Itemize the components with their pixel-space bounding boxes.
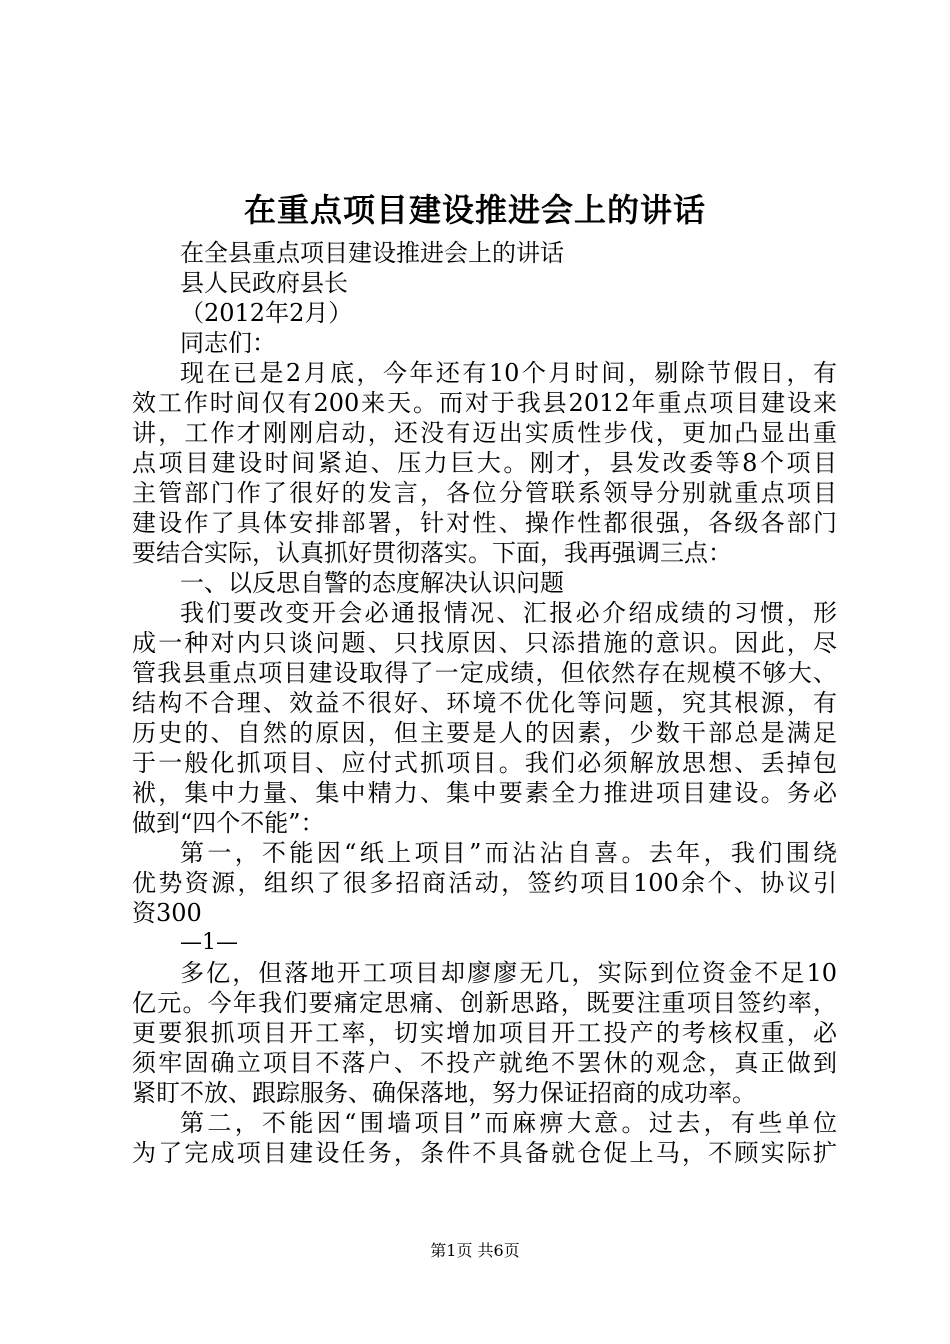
body-line: 我们要改变开会必通报情况、汇报必介绍成绩的习惯，形 <box>180 599 837 627</box>
body-line: 亿元。今年我们要痛定思痛、创新思路，既要注重项目签约率， <box>132 989 837 1017</box>
body-line: 为了完成项目建设任务，条件不具备就仓促上马，不顾实际扩 <box>132 1139 837 1167</box>
body-line: 多亿，但落地开工项目却廖廖无几，实际到位资金不足10 <box>180 959 837 987</box>
body-line: 须牢固确立项目不落户、不投产就绝不罢休的观念，真正做到 <box>132 1049 837 1077</box>
body-line: 更要狠抓项目开工率，切实增加项目开工投产的考核权重，必 <box>132 1019 837 1047</box>
body-line: 历史的、自然的原因，但主要是人的因素，少数干部总是满足 <box>132 719 837 747</box>
body-line: 管我县重点项目建设取得了一定成绩，但依然存在规模不够大、 <box>132 659 837 687</box>
body-line: （2012年2月） <box>180 299 353 327</box>
body-line: 袱，集中力量、集中精力、集中要素全力推进项目建设。务必 <box>132 779 837 807</box>
body-line: 要结合实际，认真抓好贯彻落实。下面，我再强调三点： <box>132 539 732 567</box>
body-line: 点项目建设时间紧迫、压力巨大。刚才，县发改委等8个项目 <box>132 449 837 477</box>
body-line: 现在已是2月底，今年还有10个月时间，剔除节假日，有 <box>180 359 837 387</box>
body-line: 做到“四个不能”： <box>132 809 325 837</box>
body-line: 优势资源，组织了很多招商活动，签约项目100余个、协议引 <box>132 869 837 897</box>
body-line: 第二，不能因“围墙项目”而麻痹大意。过去，有些单位 <box>180 1109 837 1137</box>
page-footer: 第1页 共6页 <box>430 1241 520 1260</box>
body-line: 第一，不能因“纸上项目”而沾沾自喜。去年，我们围绕 <box>180 839 837 867</box>
body-line: 建设作了具体安排部署，针对性、操作性都很强，各级各部门 <box>132 509 837 537</box>
page-number-marker: —1— <box>180 930 238 955</box>
body-line: 讲，工作才刚刚启动，还没有迈出实质性步伐，更加凸显出重 <box>132 419 837 447</box>
body-line: 同志们： <box>180 329 276 357</box>
body-line: 效工作时间仅有200来天。而对于我县2012年重点项目建设来 <box>132 389 837 417</box>
body-line: 主管部门作了很好的发言，各位分管联系领导分别就重点项目 <box>132 479 837 507</box>
document-title: 在重点项目建设推进会上的讲话 <box>243 191 706 229</box>
body-line: 县人民政府县长 <box>180 269 348 297</box>
body-line: 一、以反思自警的态度解决认识问题 <box>180 569 564 597</box>
body-line: 紧盯不放、跟踪服务、确保落地，努力保证招商的成功率。 <box>132 1079 756 1107</box>
body-line: 资300 <box>132 899 202 927</box>
document-body <box>132 238 837 1168</box>
body-line: 结构不合理、效益不很好、环境不优化等问题，究其根源，有 <box>132 689 837 717</box>
body-line: 在全县重点项目建设推进会上的讲话 <box>180 239 564 267</box>
body-line: 成一种对内只谈问题、只找原因、只添措施的意识。因此，尽 <box>132 629 837 657</box>
body-line: 于一般化抓项目、应付式抓项目。我们必须解放思想、丢掉包 <box>132 749 837 777</box>
